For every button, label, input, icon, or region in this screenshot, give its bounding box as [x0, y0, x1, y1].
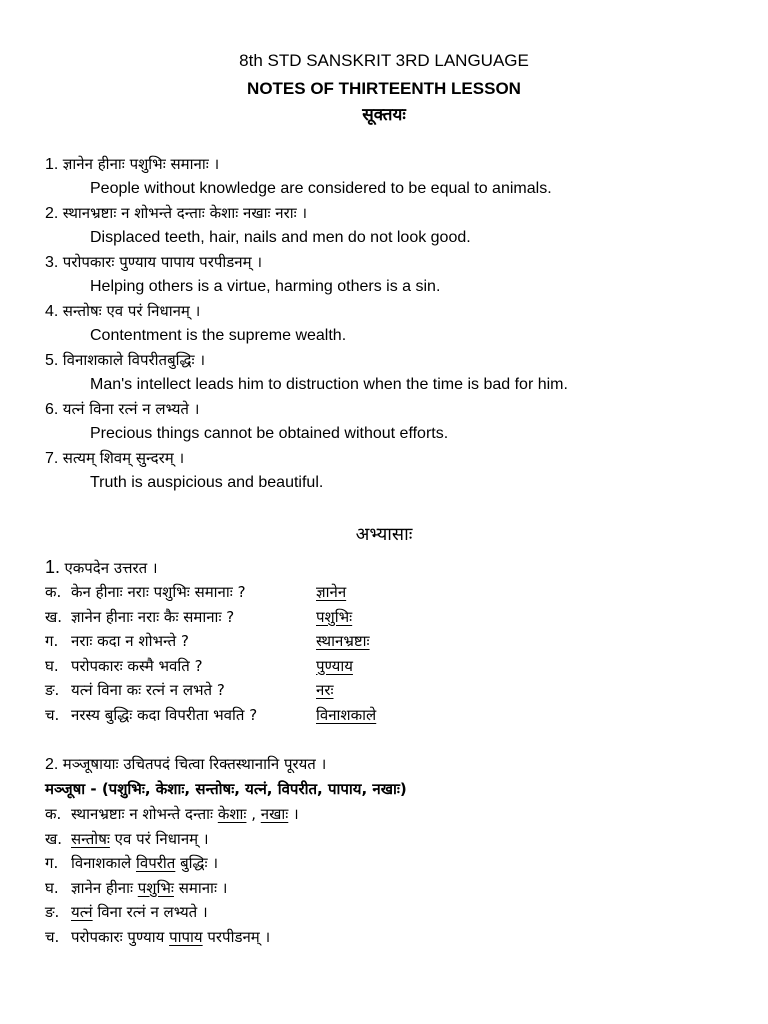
q2-item-answer: सन्तोषः	[71, 829, 110, 848]
q2-item	[45, 803, 299, 825]
q2-item-text: स्थानभ्रष्टाः न शोभन्ते दन्ताः	[71, 805, 218, 823]
q2-item-text: विनाशकाले	[71, 854, 136, 872]
q1-item-question: परोपकारः कस्मै भवति ?	[71, 656, 203, 675]
q2-item-label: ङ.	[45, 903, 60, 921]
sukta-number: 5.	[45, 352, 59, 369]
q2-item-text: समानाः ।	[173, 878, 228, 897]
q2-item-label: ख.	[45, 829, 63, 848]
sukta-english: Man's intellect leads him to distruction when the time is bad for him.	[90, 376, 568, 393]
sukta-english: Contentment is the supreme wealth.	[90, 327, 347, 344]
q2-item-label: च.	[45, 927, 60, 946]
q2-heading	[45, 753, 326, 776]
q1-item-label: घ.	[45, 656, 59, 675]
q1-item-question: ज्ञानेन हीनाः नराः कैः समानाः ?	[71, 607, 235, 626]
sukta-sanskrit: यत्नं विना रत्नं न लभ्यते ।	[62, 400, 200, 418]
sukta-number: 4.	[45, 303, 59, 320]
sukta-sanskrit: सत्यम् शिवम् सुन्दरम् ।	[62, 449, 185, 467]
q1-item-label: च.	[45, 705, 60, 724]
q2-item-text: विना रत्नं न लभ्यते ।	[92, 903, 208, 921]
sukta-english: People without knowledge are considered to be equal to animals.	[90, 180, 552, 197]
q1-item-label: ख.	[45, 607, 63, 626]
q2-item-text: परोपकारः पुण्याय	[71, 927, 170, 946]
q2-item-text: परपीडनम् ।	[202, 927, 271, 946]
q2-item-label: घ.	[45, 878, 59, 897]
q2-item-text: ।	[288, 805, 299, 823]
sukta-sanskrit-line	[45, 349, 205, 372]
q2-item-answer: विपरीत	[135, 854, 176, 872]
sukta-number: 3.	[45, 254, 59, 271]
sukta-sanskrit-line	[45, 153, 219, 176]
q1-item-answer: स्थानभ्रष्टाः	[316, 632, 370, 650]
sukta-english: Precious things cannot be obtained without efforts.	[90, 425, 449, 442]
q1-item-answer: पशुभिः	[316, 607, 353, 626]
sukta-sanskrit-line	[45, 447, 184, 470]
q2-item	[45, 828, 209, 850]
sukta-english: Truth is auspicious and beautiful.	[90, 474, 324, 491]
q1-number: 1.	[45, 557, 61, 577]
sukta-sanskrit: विनाशकाले विपरीतबुद्धिः ।	[62, 351, 206, 369]
q2-item-text: ज्ञानेन हीनाः	[71, 878, 138, 897]
manjusha-word-box: मञ्जूषा - (पशुभिः, केशाः, सन्तोषः, यत्नं, विपरीत, पापाय, नखाः)	[45, 780, 407, 798]
q1-item	[45, 679, 225, 701]
q1-heading	[45, 556, 158, 580]
q1-item	[45, 704, 257, 726]
q1-item-answer: विनाशकाले	[316, 705, 377, 724]
q1-item-answer: ज्ञानेन	[316, 583, 347, 601]
section-title-abhyasah: अभ्यासाः	[355, 524, 413, 545]
sukta-number: 6.	[45, 401, 59, 418]
section-title-suktayah: सूक्तयः	[362, 105, 406, 125]
q2-item-answer: नखाः	[260, 805, 289, 823]
q1-item	[45, 655, 203, 677]
q1-item-question: नरस्य बुद्धिः कदा विपरीता भवति ?	[71, 705, 258, 724]
sukta-sanskrit-line	[45, 398, 199, 421]
q2-item-answer: पापाय	[169, 927, 203, 946]
q2-title: मञ्जूषायाः उचितपदं चित्वा रिक्तस्थानानि पूरयत ।	[62, 755, 327, 773]
q1-item-answer: नरः	[316, 681, 334, 699]
lesson-title: NOTES OF THIRTEENTH LESSON	[247, 79, 521, 98]
sukta-sanskrit: ज्ञानेन हीनाः पशुभिः समानाः ।	[62, 155, 220, 173]
sukta-number: 2.	[45, 205, 59, 222]
q1-title: एकपदेन उत्तरत ।	[64, 559, 158, 577]
q1-item-label: क.	[45, 583, 62, 601]
q2-item	[45, 877, 227, 899]
sukta-sanskrit-line	[45, 251, 262, 274]
q2-item	[45, 901, 208, 923]
q1-item-label: ङ.	[45, 681, 60, 699]
sukta-number: 7.	[45, 450, 59, 467]
sukta-sanskrit: स्थानभ्रष्टाः न शोभन्ते दन्ताः केशाः नखाः नराः ।	[62, 204, 308, 222]
q1-item	[45, 581, 246, 603]
sukta-sanskrit: परोपकारः पुण्याय पापाय परपीडनम् ।	[62, 253, 263, 271]
sukta-english: Displaced teeth, hair, nails and men do not look good.	[90, 229, 471, 246]
q1-item-question: नराः कदा न शोभन्ते ?	[71, 632, 189, 650]
q2-item-text: एव परं निधानम् ।	[109, 829, 209, 848]
q2-item-text: ,	[246, 805, 261, 823]
class-title: 8th STD SANSKRIT 3RD LANGUAGE	[239, 51, 529, 70]
q2-number: 2.	[45, 756, 59, 773]
q1-item	[45, 606, 234, 628]
q2-item-label: क.	[45, 805, 62, 823]
sukta-english: Helping others is a virtue, harming others is a sin.	[90, 278, 441, 295]
q1-item	[45, 630, 189, 652]
q2-item	[45, 926, 270, 948]
sukta-sanskrit-line	[45, 202, 307, 225]
q2-item-answer: केशाः	[217, 805, 247, 823]
q2-item-label: ग.	[45, 854, 59, 872]
q1-item-question: केन हीनाः नराः पशुभिः समानाः ?	[71, 583, 246, 601]
sukta-sanskrit: सन्तोषः एव परं निधानम् ।	[62, 302, 201, 320]
sukta-number: 1.	[45, 156, 59, 173]
q2-item	[45, 852, 218, 874]
q1-item-question: यत्नं विना कः रत्नं न लभते ?	[71, 681, 225, 699]
q1-item-answer: पुण्याय	[316, 656, 353, 675]
q2-item-text: बुद्धिः ।	[175, 854, 218, 872]
q1-item-label: ग.	[45, 632, 59, 650]
q2-item-answer: यत्नं	[71, 903, 93, 921]
q2-item-answer: पशुभिः	[137, 878, 174, 897]
sukta-sanskrit-line	[45, 300, 200, 323]
